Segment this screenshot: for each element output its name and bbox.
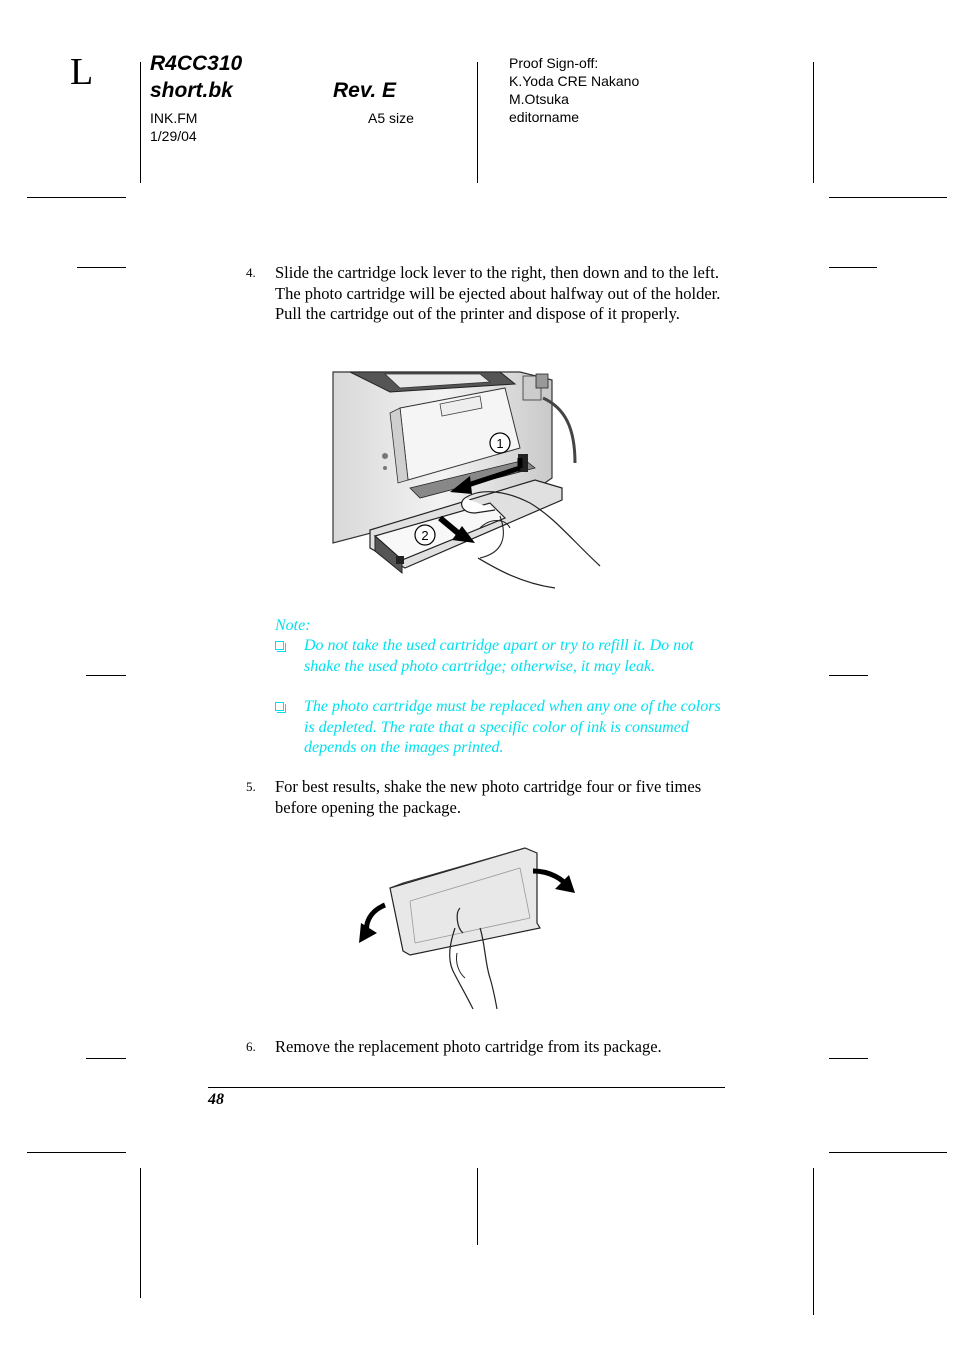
crop-mark <box>27 197 126 198</box>
corner-letter: L <box>70 51 94 93</box>
crop-mark <box>477 1168 478 1245</box>
crop-mark <box>477 62 478 183</box>
step-5 <box>246 777 726 819</box>
footer-rule <box>208 1087 725 1088</box>
crop-mark <box>27 1152 126 1153</box>
crop-mark <box>829 1152 947 1153</box>
step-number: 5. <box>246 779 256 794</box>
crop-mark <box>829 197 947 198</box>
page-number: 48 <box>208 1091 224 1108</box>
step-4 <box>246 263 726 347</box>
header-date: 1/29/04 <box>150 128 197 144</box>
note-item <box>275 697 730 760</box>
crop-mark <box>86 1058 126 1059</box>
crop-mark <box>829 1058 868 1059</box>
note-item-text: Do not take the used cartridge apart or try to refill it. Do not shake the used photo cartridge; otherwise, it may leak. <box>304 637 694 675</box>
step-number: 6. <box>246 1039 256 1054</box>
header-file: INK.FM <box>150 110 198 126</box>
crop-mark <box>140 1168 141 1298</box>
header-book: short.bk <box>150 79 233 102</box>
header-rev: Rev. E <box>333 79 397 102</box>
proof-line: M.Otsuka <box>509 91 569 107</box>
proof-line: editorname <box>509 109 580 125</box>
callout-2: 2 <box>421 528 429 543</box>
crop-mark <box>829 267 877 268</box>
step-text: Slide the cartridge lock lever to the right, then down and to the left. The photo cartridge will be ejected about halfway out of the holder. Pull the cartridge out of the printer and dispose of it properly. <box>275 263 721 323</box>
printer-cartridge-illustration <box>330 368 605 590</box>
step-text: Remove the replacement photo cartridge from its package. <box>275 1037 662 1056</box>
callout-1: 1 <box>496 436 504 451</box>
note-item <box>275 636 730 678</box>
header-size: A5 size <box>368 110 414 126</box>
proof-line: Proof Sign-off: <box>509 55 599 71</box>
crop-mark <box>86 675 126 676</box>
note-item-text: The photo cartridge must be replaced when any one of the colors is depleted. The rate that a specific color of ink is consumed depends on the images printed. <box>304 698 721 756</box>
proof-line: K.Yoda CRE Nakano <box>509 73 640 89</box>
checkbox-bullet-icon <box>275 641 284 650</box>
crop-mark <box>140 62 141 183</box>
step-6 <box>246 1037 726 1059</box>
note-label: Note: <box>275 617 311 634</box>
step-number: 4. <box>246 265 256 280</box>
shake-package-illustration <box>355 843 580 1013</box>
crop-mark <box>77 267 126 268</box>
crop-mark <box>813 1168 814 1315</box>
crop-mark <box>829 675 868 676</box>
header-code: R4CC310 <box>150 52 243 75</box>
crop-mark <box>813 62 814 183</box>
proof-signoff <box>509 54 639 126</box>
step-text: For best results, shake the new photo cartridge four or five times before opening the package. <box>275 777 702 817</box>
checkbox-bullet-icon <box>275 702 284 711</box>
